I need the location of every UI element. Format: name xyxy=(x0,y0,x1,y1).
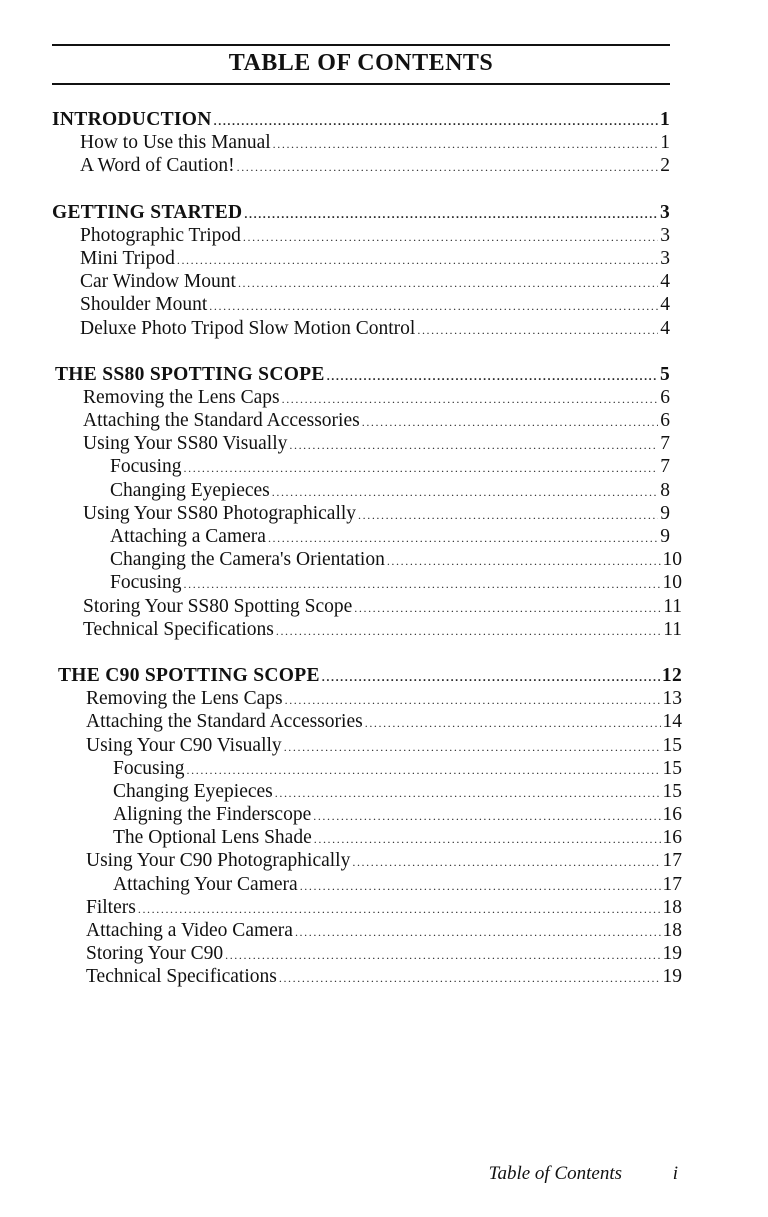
toc-subentry[interactable] xyxy=(110,525,670,548)
dot-leader xyxy=(362,411,659,434)
dot-leader xyxy=(214,110,658,133)
toc-entry-label: Storing Your SS80 Spotting Scope xyxy=(83,595,353,617)
toc-entry-label: Attaching a Video Camera xyxy=(86,920,293,941)
toc-entry-label: Focusing xyxy=(110,456,182,478)
toc-section-getting-started xyxy=(0,201,768,340)
dot-leader xyxy=(354,597,661,620)
toc-page-number: 3 xyxy=(660,247,670,269)
toc-page-number: 10 xyxy=(662,549,682,571)
title-underline xyxy=(52,83,670,85)
toc-page-number: 17 xyxy=(662,873,682,895)
toc-subentry[interactable] xyxy=(110,479,670,502)
toc-entry-label: Using Your SS80 Photographically xyxy=(83,502,357,524)
dot-leader xyxy=(244,203,658,226)
dot-leader xyxy=(417,319,658,342)
toc-page-number: 11 xyxy=(663,618,682,640)
toc-entry[interactable] xyxy=(80,317,670,340)
toc-page-number: 19 xyxy=(662,966,682,988)
dot-leader xyxy=(177,249,658,272)
toc-subentry[interactable] xyxy=(110,571,682,594)
toc-subentry[interactable] xyxy=(113,757,682,780)
toc-page-number: 16 xyxy=(662,827,682,849)
toc-page-number: 3 xyxy=(660,224,670,246)
toc-subentry[interactable] xyxy=(113,803,682,826)
page-title: TABLE OF CONTENTS xyxy=(228,50,494,76)
toc-heading-label: THE C90 SPOTTING SCOPE xyxy=(58,664,320,686)
toc-entry-label: How to Use this Manual xyxy=(80,132,271,154)
dot-leader xyxy=(387,550,661,573)
toc-heading[interactable] xyxy=(55,363,670,386)
toc-entry-label: Attaching the Standard Accessories xyxy=(83,410,360,432)
dot-leader xyxy=(243,226,658,249)
toc-subentry[interactable] xyxy=(110,548,682,571)
top-rule xyxy=(52,44,670,46)
dot-leader xyxy=(352,851,660,874)
toc-page-number: 15 xyxy=(662,780,682,802)
dot-leader xyxy=(184,573,661,596)
toc-entry-label: The Optional Lens Shade xyxy=(113,827,312,849)
toc-page-number: 12 xyxy=(661,664,682,686)
dot-leader xyxy=(322,666,660,689)
toc-page-number: 4 xyxy=(660,317,670,339)
toc-subentry[interactable] xyxy=(113,780,682,803)
toc-entry-label: Deluxe Photo Tripod Slow Motion Control xyxy=(80,317,416,339)
toc-page-number: 18 xyxy=(662,896,682,918)
toc-entry[interactable] xyxy=(80,247,670,270)
toc-heading[interactable] xyxy=(58,664,682,687)
toc-entry[interactable] xyxy=(83,409,670,432)
toc-entry[interactable] xyxy=(80,270,670,293)
page-footer xyxy=(0,1163,768,1187)
toc-entry-label: Storing Your C90 xyxy=(86,943,224,965)
toc-entry-label: Focusing xyxy=(113,757,185,779)
toc-page-number: 13 xyxy=(662,688,682,710)
toc-entry[interactable] xyxy=(86,896,682,919)
toc-page-number: 4 xyxy=(660,271,670,293)
dot-leader xyxy=(238,272,658,295)
toc-entry-label: Technical Specifications xyxy=(86,966,277,988)
toc-page-number: 5 xyxy=(659,363,670,385)
toc-page-number: 11 xyxy=(663,595,682,617)
dot-leader xyxy=(327,365,658,388)
toc-entry[interactable] xyxy=(80,224,670,247)
toc-page-number: 7 xyxy=(660,433,670,455)
toc-heading-label: GETTING STARTED xyxy=(52,201,243,223)
toc-page-number: 14 xyxy=(662,711,682,733)
toc-entry-label: Photographic Tripod xyxy=(80,224,241,246)
toc-entry[interactable] xyxy=(86,710,682,733)
toc-entry[interactable] xyxy=(86,965,682,988)
toc-subentry[interactable] xyxy=(113,826,682,849)
toc-page-number: 9 xyxy=(660,502,670,524)
toc-entry-label: Shoulder Mount xyxy=(80,294,208,316)
toc-entry-label: Attaching Your Camera xyxy=(113,873,298,895)
toc-entry[interactable] xyxy=(86,919,682,942)
toc-heading-label: INTRODUCTION xyxy=(52,109,212,130)
toc-page-number: 4 xyxy=(660,294,670,316)
dot-leader xyxy=(279,967,661,990)
dot-leader xyxy=(187,759,661,782)
toc-page-number: 18 xyxy=(662,920,682,941)
toc-entry[interactable] xyxy=(86,849,682,872)
toc-page-number: 6 xyxy=(660,410,670,432)
dot-leader xyxy=(284,736,661,759)
toc-entry-label: Using Your C90 Photographically xyxy=(86,850,351,872)
toc-entry-label: Using Your C90 Visually xyxy=(86,734,282,756)
toc-section-introduction xyxy=(0,108,768,178)
toc-entry-label: Car Window Mount xyxy=(80,271,236,293)
dot-leader xyxy=(138,898,661,921)
toc-entry-label: A Word of Caution! xyxy=(80,155,235,177)
toc-entry-label: Aligning the Finderscope xyxy=(113,804,312,826)
dot-leader xyxy=(282,388,659,411)
toc-entry-label: Focusing xyxy=(110,572,182,594)
dot-leader xyxy=(184,457,659,480)
toc-page-number: 1 xyxy=(660,132,670,154)
toc-entry[interactable] xyxy=(83,502,670,525)
toc-entry[interactable] xyxy=(86,734,682,757)
toc-page-number: 6 xyxy=(660,386,670,408)
toc-entry[interactable] xyxy=(80,154,670,177)
toc-page-number: 10 xyxy=(662,572,682,594)
toc-entry-label: Mini Tripod xyxy=(80,247,175,269)
toc-page-number: 15 xyxy=(662,757,682,779)
toc-page-number: 19 xyxy=(662,943,682,965)
toc-page-number: 9 xyxy=(660,526,670,547)
footer-page-number: i xyxy=(672,1163,678,1184)
toc-entry[interactable] xyxy=(83,386,670,409)
toc-page-number: 8 xyxy=(660,479,670,501)
toc-section-c90 xyxy=(0,664,768,989)
dot-leader xyxy=(209,295,658,318)
toc-subentry[interactable] xyxy=(113,873,682,896)
dot-leader xyxy=(285,689,661,712)
toc-page-number: 1 xyxy=(659,109,670,130)
dot-leader xyxy=(300,875,661,898)
footer-label: Table of Contents xyxy=(488,1163,622,1184)
dot-leader xyxy=(358,504,658,527)
toc-entry[interactable] xyxy=(80,293,670,316)
toc-entry-label: Using Your SS80 Visually xyxy=(83,433,288,455)
toc-entry-label: Changing Eyepieces xyxy=(110,479,270,501)
dot-leader xyxy=(295,921,661,944)
toc-page-number: 3 xyxy=(659,201,670,223)
dot-leader xyxy=(313,805,660,828)
dot-leader xyxy=(275,782,661,805)
toc-heading-label: THE SS80 SPOTTING SCOPE xyxy=(55,363,325,385)
toc-page-number: 2 xyxy=(660,155,670,177)
toc-entry[interactable] xyxy=(86,942,682,965)
dot-leader xyxy=(237,156,659,179)
toc-list xyxy=(0,108,768,1012)
toc-page-number: 17 xyxy=(662,850,682,872)
toc-entry-label: Technical Specifications xyxy=(83,618,274,640)
toc-entry-label: Attaching a Camera xyxy=(110,526,266,547)
toc-entry-label: Removing the Lens Caps xyxy=(86,688,283,710)
dot-leader xyxy=(225,944,660,967)
toc-entry-label: Removing the Lens Caps xyxy=(83,386,280,408)
toc-entry[interactable] xyxy=(86,687,682,710)
toc-page-number: 16 xyxy=(662,804,682,826)
toc-page-number: 7 xyxy=(660,456,670,478)
dot-leader xyxy=(272,481,659,504)
dot-leader xyxy=(314,828,661,851)
toc-subentry[interactable] xyxy=(110,455,670,478)
toc-entry-label: Attaching the Standard Accessories xyxy=(86,711,363,733)
toc-entry[interactable] xyxy=(83,618,682,641)
dot-leader xyxy=(268,527,658,550)
toc-entry[interactable] xyxy=(83,432,670,455)
toc-heading[interactable] xyxy=(52,108,670,131)
dot-leader xyxy=(276,620,661,643)
toc-page-number: 15 xyxy=(662,734,682,756)
toc-entry-label: Changing Eyepieces xyxy=(113,780,273,802)
dot-leader xyxy=(273,133,659,156)
toc-entry[interactable] xyxy=(80,131,670,154)
toc-heading[interactable] xyxy=(52,201,670,224)
toc-section-ss80 xyxy=(0,363,768,641)
toc-entry-label: Filters xyxy=(86,896,136,918)
dot-leader xyxy=(365,712,661,735)
toc-entry-label: Changing the Camera's Orientation xyxy=(110,549,385,571)
toc-entry[interactable] xyxy=(83,595,682,618)
dot-leader xyxy=(289,434,658,457)
